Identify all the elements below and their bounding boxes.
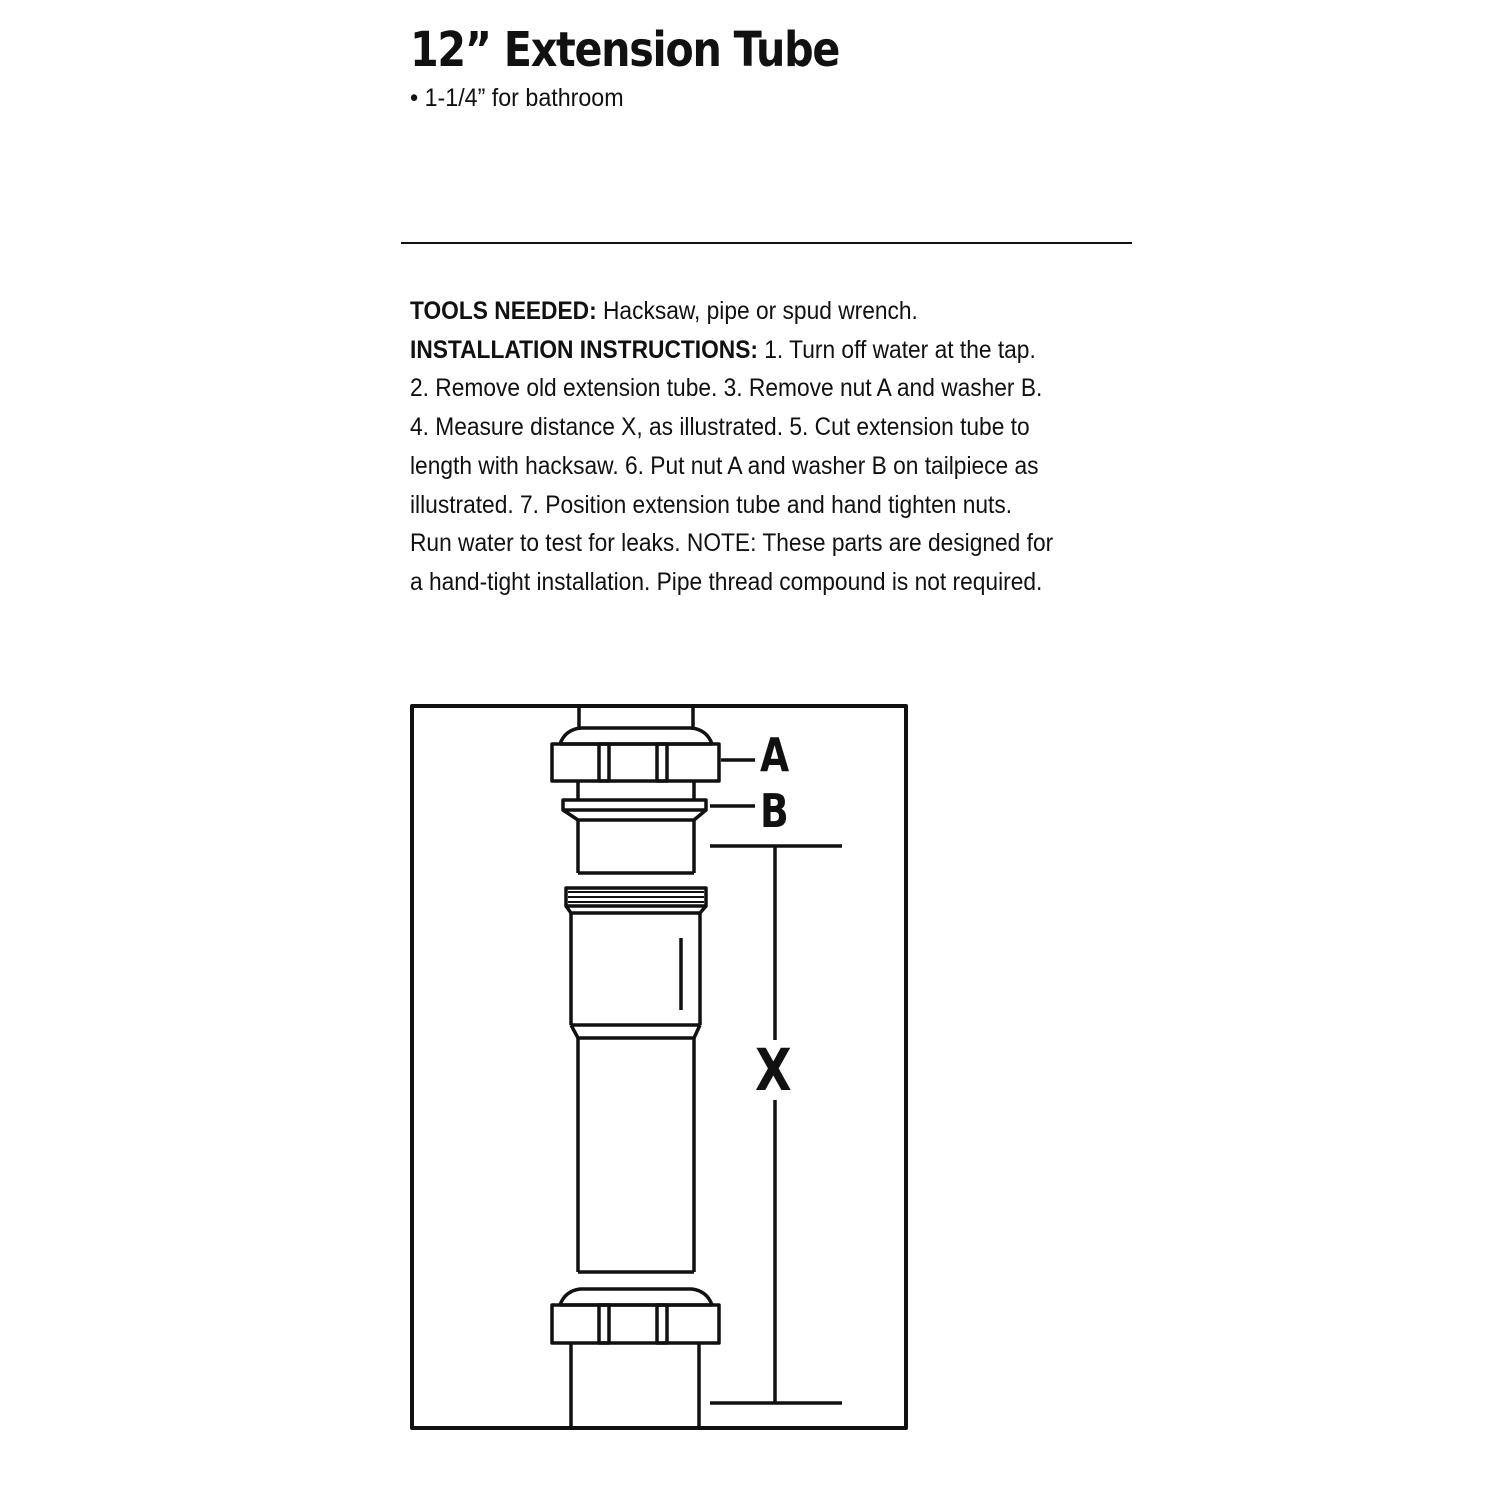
diagram-frame — [412, 706, 906, 1428]
label-x: X — [755, 1036, 792, 1105]
install-line-3: 4. Measure distance X, as illustrated. 5. Cut extension tube to — [410, 413, 1030, 442]
dimension-x — [710, 846, 842, 1403]
install-line-4: length with hacksaw. 6. Put nut A and washer B on tailpiece as — [410, 451, 1039, 480]
label-a: A — [760, 728, 790, 782]
tools-text: Hacksaw, pipe or spud wrench. — [596, 297, 918, 325]
tools-label: TOOLS NEEDED: — [410, 297, 597, 325]
install-line-5: illustrated. 7. Position extension tube and hand tighten nuts. — [410, 490, 1013, 519]
label-b: B — [760, 784, 789, 838]
size-bullet: • 1-1/4” for bathroom — [410, 84, 624, 112]
washer-b — [563, 800, 706, 820]
nut-a — [552, 728, 719, 781]
install-line-2: 2. Remove old extension tube. 3. Remove nut A and washer B. — [410, 374, 1043, 403]
install-step-1: 1. Turn off water at the tap. — [757, 335, 1036, 364]
lower-nut — [552, 1289, 719, 1343]
install-line-7: a hand-tight installation. Pipe thread compound is not required. — [410, 567, 1043, 596]
install-line-6: Run water to test for leaks. NOTE: These parts are designed for — [410, 529, 1054, 558]
page-title: 12” Extension Tube — [410, 22, 840, 78]
extension-tube — [566, 888, 706, 1272]
tailpiece-stub — [578, 820, 694, 873]
install-label: INSTALLATION INSTRUCTIONS: — [410, 335, 758, 364]
